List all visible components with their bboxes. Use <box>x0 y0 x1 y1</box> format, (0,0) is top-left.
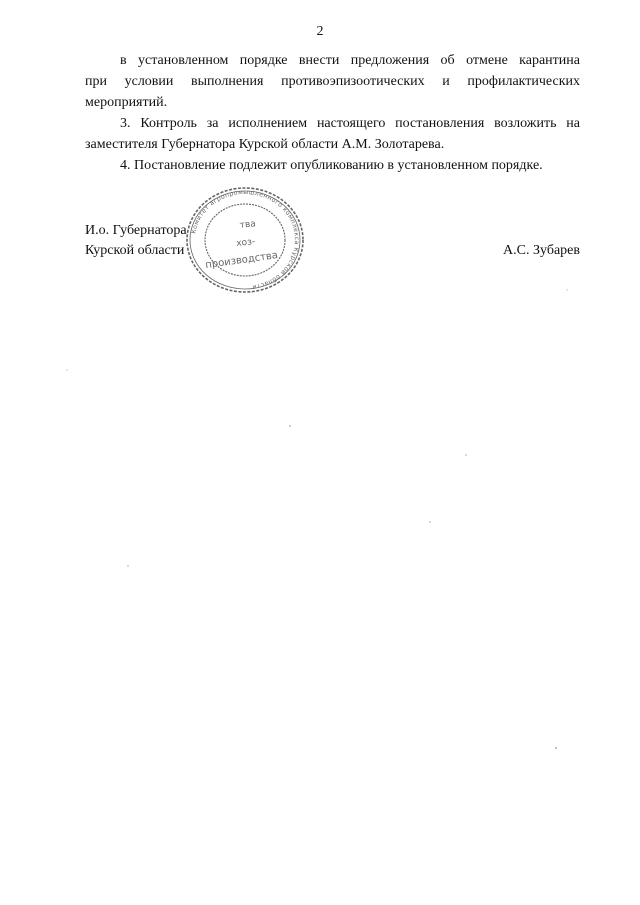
signatory-title-line: И.о. Губернатора <box>85 223 187 238</box>
signature-block <box>85 221 580 272</box>
text-line: в установленном порядке внести предложения об отмене карантина <box>120 53 580 68</box>
paragraph-control <box>85 113 580 155</box>
text-line: 4. Постановление подлежит опубликованию в установленном порядке. <box>120 158 543 173</box>
signatory-title <box>85 221 265 261</box>
text-line: заместителя Губернатора Курской области А.М. Золотарева. <box>85 137 445 152</box>
stamp-text-line: тва <box>239 219 257 231</box>
stamp-ring-text: Комитет агропромышленного комплекса Курской области <box>190 188 301 291</box>
page-number: 2 <box>316 24 324 39</box>
text-line: 3. Контроль за исполнением настоящего постановления возложить на <box>120 116 580 131</box>
paragraph-publication <box>85 155 580 176</box>
signatory-name: А.С. Зубарев <box>503 243 580 258</box>
stamp-text-line: хоз- <box>235 237 256 249</box>
stamp-text-line: производства <box>204 249 279 272</box>
text-line: при условии выполнения противоэпизоотических и профилактических <box>85 74 580 89</box>
paragraph-continuation <box>85 50 580 113</box>
text-line: мероприятий. <box>85 95 168 110</box>
document-body <box>85 50 580 176</box>
signatory-title-line: Курской области <box>85 243 185 258</box>
